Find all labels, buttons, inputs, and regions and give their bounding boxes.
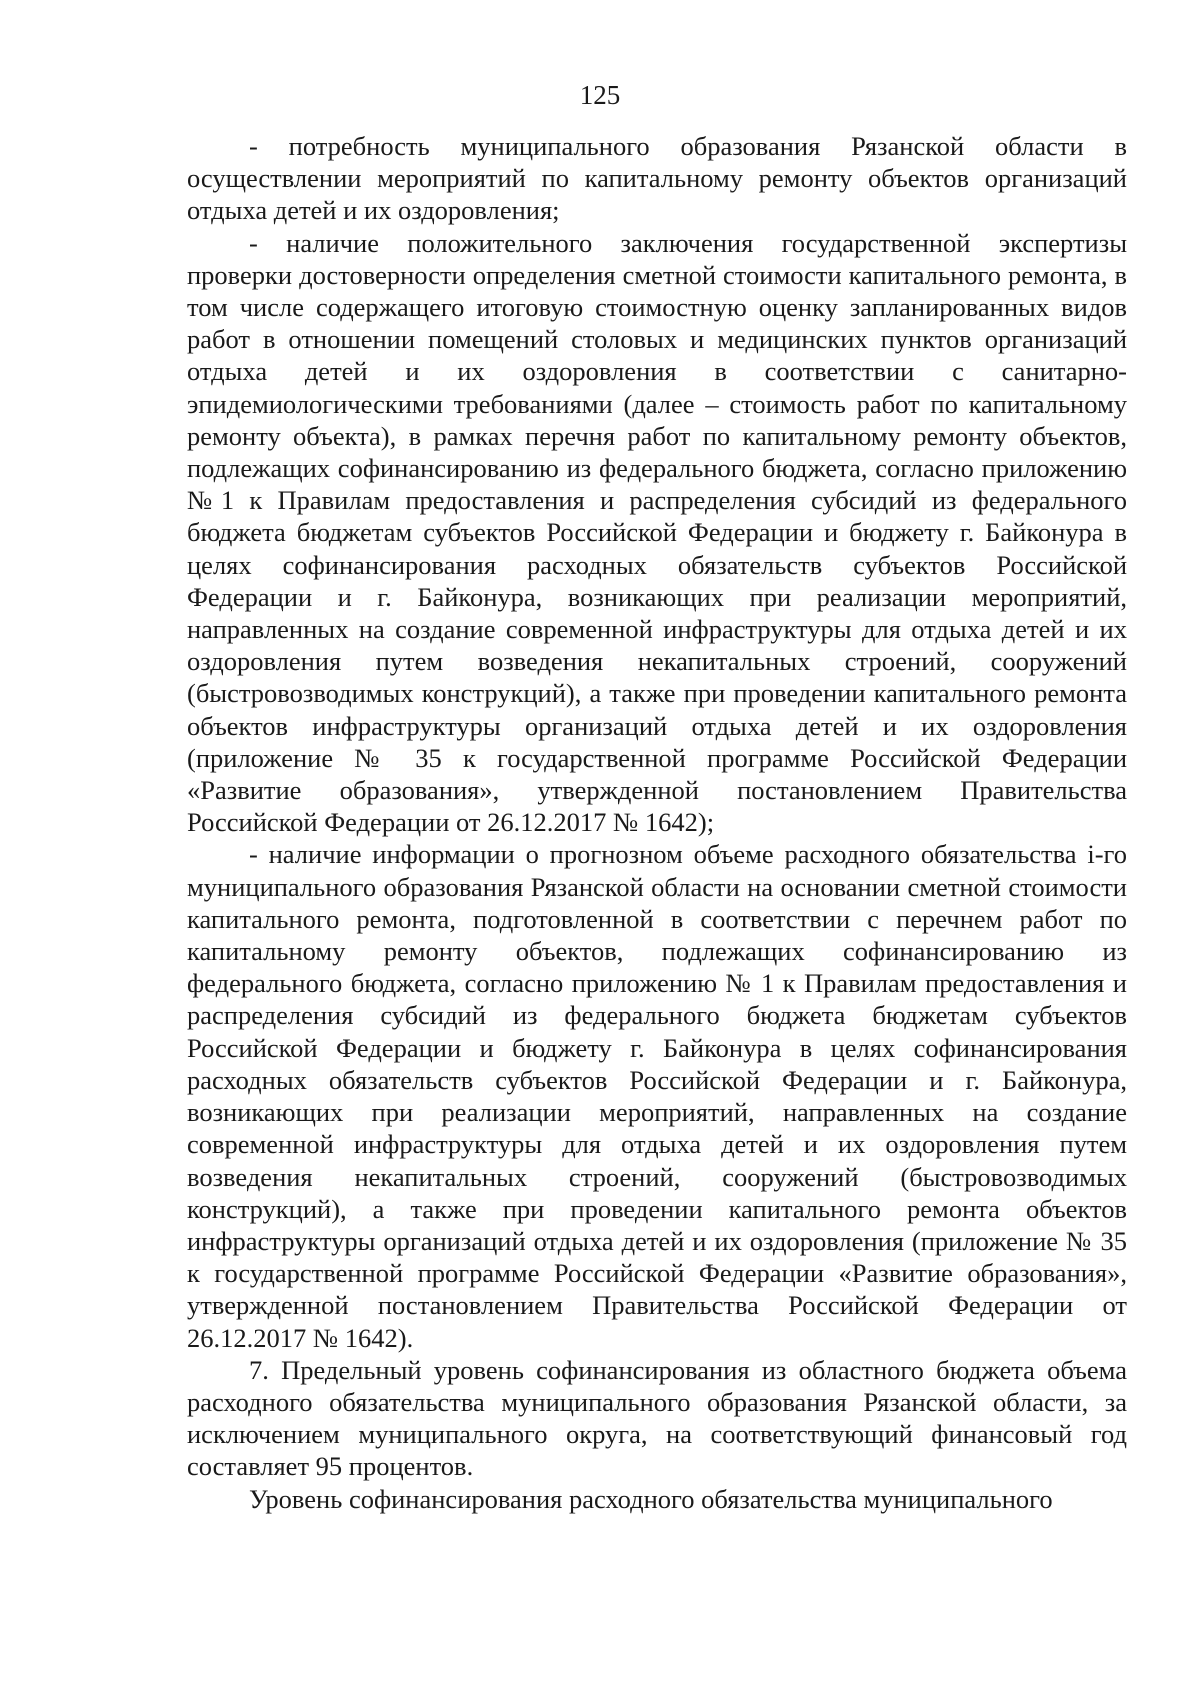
paragraph-forecast: - наличие информации о прогнозном объеме расходного обязательства i-го муниципального образования Рязанской области на основании сметной стоимости капитального ремонта, подготовленной в соответствии с перечнем работ по капитальному ремонту объектов, подлежащих софинансированию из федерального бюджета, согласно приложению № 1 к Правилам предоставления и распределения субсидий из федерального бюджета бюджетам субъектов Российской Федерации и бюджету г. Байконура в целях софинансирования расходных обязательств субъектов Российской Федерации и г. Байконура, возникающих при реализации мероприятий, направленных на создание современной инфраструктуры для отдыха детей и их оздоровления путем возведения некапитальных строений, сооружений (быстровозводимых конструкций), а также при проведении капитального ремонта объектов инфраструктуры организаций отдыха детей и их оздоровления (приложение № 35 к государственной программе Российской Федерации «Развитие образования», утвержденной постановлением Правительства Российской Федерации от 26.12.2017 № 1642).	[187, 839, 1127, 1353]
paragraph-expertise: - наличие положительного заключения государственной экспертизы проверки достоверности определения сметной стоимости капитального ремонта, в том числе содержащего итоговую стоимостную оценку запланированных видов работ в отношении помещений столовых и медицинских пунктов организаций отдыха детей и их оздоровления в соответствии с санитарно-эпидемиологическими требованиями (далее – стоимость работ по капитальному ремонту объекта), в рамках перечня работ по капитальному ремонту объектов, подлежащих софинансированию из федерального бюджета, согласно приложению №1 к Правилам предоставления и распределения субсидий из федерального бюджета бюджетам субъектов Российской Федерации и бюджету г. Байконура в целях софинансирования расходных обязательств субъектов Российской Федерации и г. Байконура, возникающих при реализации мероприятий, направленных на создание современной инфраструктуры для отдыха детей и их оздоровления путем возведения некапитальных строений, сооружений (быстровозводимых конструкций), а также при проведении капитального ремонта объектов инфраструктуры организаций отдыха детей и их оздоровления (приложение № 35 к государственной программе Российской Федерации «Развитие образования», утвержденной постановлением Правительства Российской Федерации от 26.12.2017 № 1642);	[187, 227, 1127, 838]
document-body	[187, 130, 1127, 1515]
page-number: 125	[579, 80, 621, 110]
paragraph-need: - потребность муниципального образования Рязанской области в осуществлении мероприятий по капитальному ремонту объектов организаций отдыха детей и их оздоровления;	[187, 131, 1127, 226]
paragraph-cofinancing-level: Уровень софинансирования расходного обязательства муниципального	[249, 1483, 1053, 1514]
paragraph-cofinancing-limit: 7. Предельный уровень софинансирования из областного бюджета объема расходного обязательства муниципального образования Рязанской области, за исключением муниципального округа, на соответствующий финансовый год составляет 95 процентов.	[187, 1354, 1127, 1482]
